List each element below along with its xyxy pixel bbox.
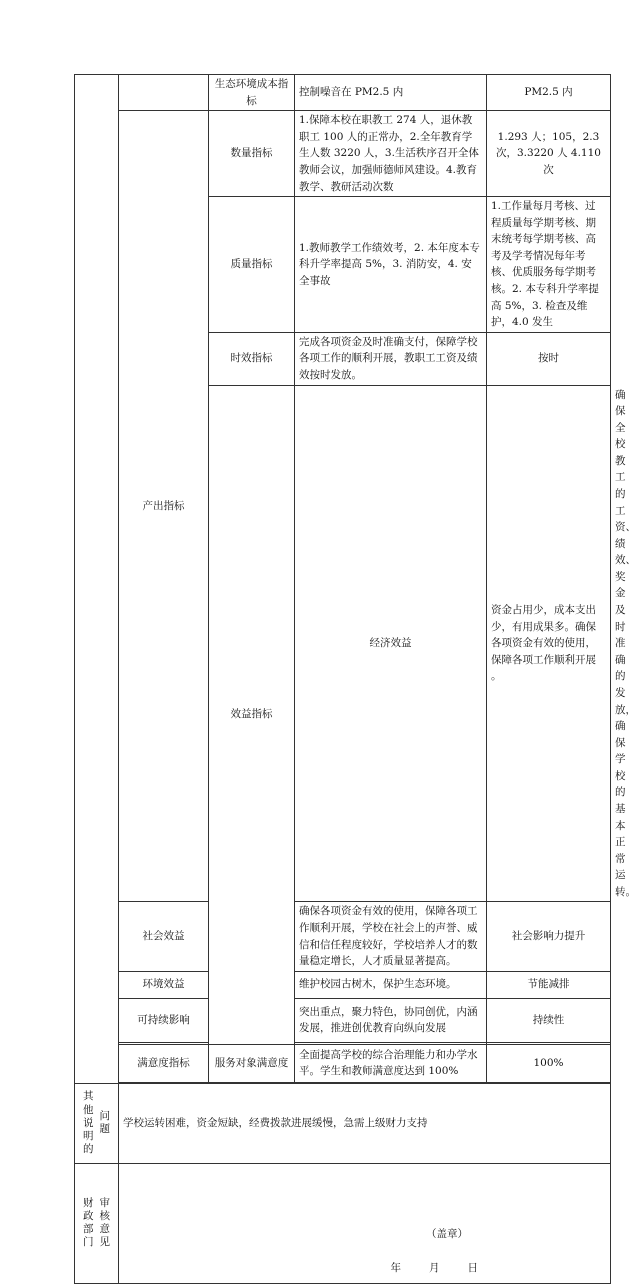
indicator-actual: 100% — [487, 1044, 611, 1082]
stamp-label: （盖章） — [426, 1227, 468, 1240]
indicator-name: 服务对象满意度 — [209, 1044, 295, 1082]
table-row — [75, 75, 611, 111]
indicator-value: 完成各项资金及时准确支付，保障学校各项工作的顺利开展，教职工工资及绩效按时发放。 — [295, 332, 487, 385]
other-row — [75, 1083, 611, 1163]
outer-blank-cell — [75, 75, 119, 1084]
indicator-name: 社会效益 — [119, 902, 209, 971]
indicator-name: 生态环境成本指标 — [209, 75, 295, 111]
indicator-actual: 按时 — [487, 332, 611, 385]
indicator-value: 控制噪音在 PM2.5 内 — [295, 75, 487, 111]
year-label: 年 — [390, 1262, 401, 1275]
indicator-actual: PM2.5 内 — [487, 75, 611, 111]
finance-label: 财 政 部 门 审 核 意 见 — [75, 1163, 119, 1283]
table-row — [75, 971, 611, 998]
other-label: 其 他 说 明 的 问 题 — [75, 1083, 119, 1163]
month-label: 月 — [429, 1262, 440, 1275]
indicator-name: 经济效益 — [295, 385, 487, 902]
indicator-name: 可持续影响 — [119, 998, 209, 1042]
indicator-actual: 社会影响力提升 — [487, 902, 611, 971]
finance-row — [75, 1163, 611, 1283]
indicator-name: 质量指标 — [209, 197, 295, 333]
indicator-value: 突出重点，聚力特色，协同创优，内涵发展，推进创优教育向纵向发展 — [295, 998, 487, 1042]
table-row: 效益指标 经济效益 资金占用少，成本支出少，有用成果多。确保各项资金有效的使用，保障各项工作顺利开展 。 确保全校教工的工资、绩效、奖金及时准确的发放，确保学校的基本正常运转。 — [75, 385, 611, 902]
indicator-actual: 1.293 人；105，2.3 次，3.3220 人 4.110 次 — [487, 111, 611, 197]
category-benefit: 效益指标 — [209, 385, 295, 1044]
performance-table — [74, 74, 636, 1284]
finance-content — [119, 1163, 611, 1283]
indicator-value: 1.保障本校在职教工 274 人，退休教职工 100 人的正常办，2.全年教育学生人数 3220 人，3.生活秩序召开全体教师会议，加强师德师风建设。4.教育教学、教研活动次数 — [295, 111, 487, 197]
table-row — [75, 1044, 611, 1082]
category-output: 产出指标 — [119, 111, 209, 902]
indicator-value: 全面提高学校的综合治理能力和办学水平。学生和教师满意度达到 100% — [295, 1044, 487, 1082]
indicator-actual: 1.工作量每月考核、过程质量每学期考核、期末统考每学期考核、高考及学考情况每年考核、优质服务每学期考核。2. 本专科升学率提高 5%，3. 检查及维护，4.0 发生 — [487, 197, 611, 333]
indicator-value: 维护校园古树木，保护生态环境。 — [295, 971, 487, 998]
category-blank-cell — [119, 75, 209, 111]
indicator-actual: 节能减排 — [487, 971, 611, 998]
indicator-value: 确保各项资金有效的使用，保障各项工作顺利开展，学校在社会上的声誉、威信和信任程度较好，学校培养人才的数量稳定增长，人才质量显著提高。 — [295, 902, 487, 971]
indicator-name: 环境效益 — [119, 971, 209, 998]
other-text: 学校运转困难，资金短缺，经费拨款进展缓慢，急需上级财力支持 — [119, 1083, 611, 1163]
category-satisfaction: 满意度指标 — [119, 1044, 209, 1082]
date-line — [123, 1260, 606, 1277]
day-label: 日 — [467, 1262, 478, 1275]
indicator-name: 时效指标 — [209, 332, 295, 385]
indicator-name: 数量指标 — [209, 111, 295, 197]
table-row — [75, 998, 611, 1042]
table-row — [75, 902, 611, 971]
table-row — [75, 111, 611, 197]
indicator-value: 1.教师教学工作绩效考，2. 本年度本专科升学率提高 5%，3. 消防安，4. 安全事故 — [295, 197, 487, 333]
indicator-value: 资金占用少，成本支出少，有用成果多。确保各项资金有效的使用，保障各项工作顺利开展 。 — [487, 385, 611, 902]
indicator-actual: 持续性 — [487, 998, 611, 1042]
